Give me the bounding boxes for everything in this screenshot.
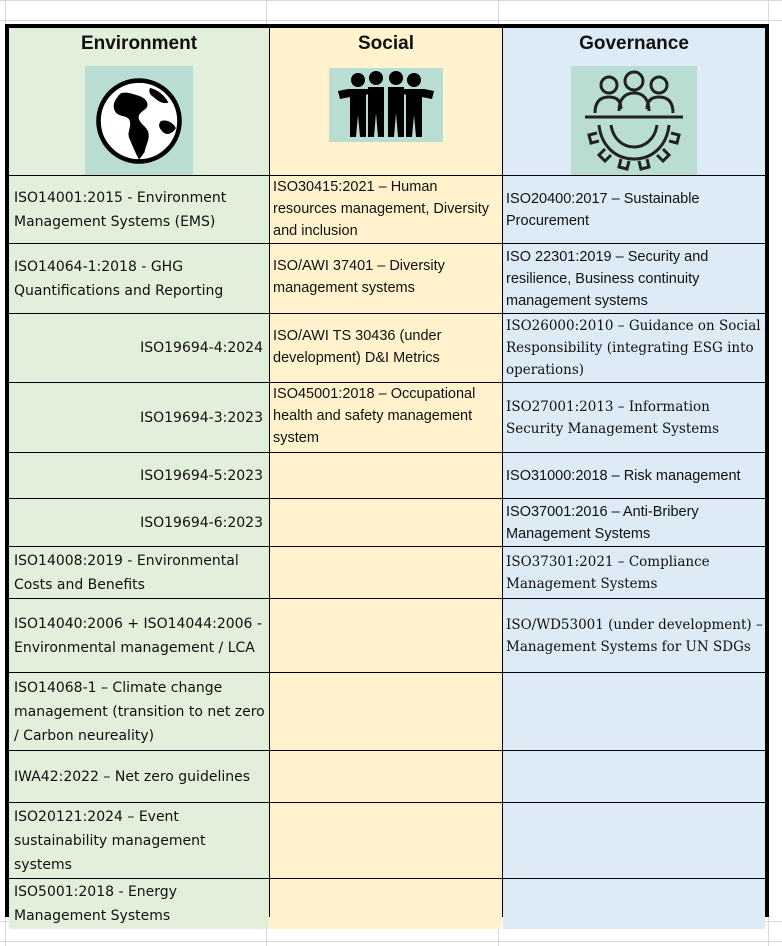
social-standard — [270, 803, 502, 878]
governance-standard — [503, 879, 765, 929]
social-header[interactable] — [270, 28, 502, 175]
governance-standard: ISO20400:2017 – Sustainable Procurement — [503, 176, 765, 243]
governance-standard — [503, 673, 765, 750]
social-standard — [270, 673, 502, 750]
people-group-icon — [329, 68, 443, 142]
environment-standard: IWA42:2022 – Net zero guidelines — [9, 751, 269, 802]
environment-standard: ISO14068-1 – Climate change management (transition to net zero / Carbon neureality) — [9, 673, 269, 750]
social-standard: ISO45001:2018 – Occupational health and safety management system — [270, 383, 502, 452]
environment-standard: ISO19694-5:2023 — [9, 453, 269, 498]
governance-title: Governance — [579, 33, 689, 54]
environment-standard: ISO14001:2015 - Environment Management Systems (EMS) — [9, 176, 269, 243]
social-standard: ISO30415:2021 – Human resources management, Diversity and inclusion — [270, 176, 502, 243]
governance-standard: ISO37001:2016 – Anti-Bribery Management Systems — [503, 499, 765, 546]
social-standard — [270, 599, 502, 672]
social-standard — [270, 879, 502, 929]
governance-standard — [503, 803, 765, 878]
environment-standard: ISO14008:2019 - Environmental Costs and Benefits — [9, 547, 269, 598]
environment-standard: ISO14064-1:2018 - GHG Quantifications and Reporting — [9, 244, 269, 313]
social-standard — [270, 499, 502, 546]
governance-standard: ISO37301:2021 – Compliance Management Systems — [503, 547, 765, 598]
governance-standard: ISO26000:2010 – Guidance on Social Responsibility (integrating ESG into operations) — [503, 314, 765, 382]
team-gear-icon — [571, 66, 697, 175]
environment-standard: ISO20121:2024 – Event sustainability management systems — [9, 803, 269, 878]
social-standard — [270, 453, 502, 498]
governance-standard: ISO31000:2018 – Risk management — [503, 453, 765, 498]
governance-standard: ISO 22301:2019 – Security and resilience, Business continuity management systems — [503, 244, 765, 313]
environment-standard: ISO19694-6:2023 — [9, 499, 269, 546]
governance-standard: ISO27001:2013 – Information Security Management Systems — [503, 383, 765, 452]
esg-standards-table — [5, 24, 769, 924]
governance-standard — [503, 751, 765, 802]
governance-header[interactable] — [503, 28, 765, 175]
environment-standard: ISO19694-4:2024 — [9, 314, 269, 382]
environment-standard: ISO14040:2006 + ISO14044:2006 - Environmental management / LCA — [9, 599, 269, 672]
social-standard: ISO/AWI 37401 – Diversity management systems — [270, 244, 502, 313]
social-standard — [270, 547, 502, 598]
social-title: Social — [358, 33, 414, 54]
social-standard — [270, 751, 502, 802]
environment-title: Environment — [80, 33, 198, 54]
environment-standard: ISO19694-3:2023 — [9, 383, 269, 452]
environment-standard: ISO5001:2018 - Energy Management Systems — [9, 879, 269, 929]
governance-standard: ISO/WD53001 (under development) – Management Systems for UN SDGs — [503, 599, 765, 672]
environment-header[interactable] — [9, 28, 269, 175]
globe-icon — [85, 66, 193, 175]
social-standard: ISO/AWI TS 30436 (under development) D&I Metrics — [270, 314, 502, 382]
